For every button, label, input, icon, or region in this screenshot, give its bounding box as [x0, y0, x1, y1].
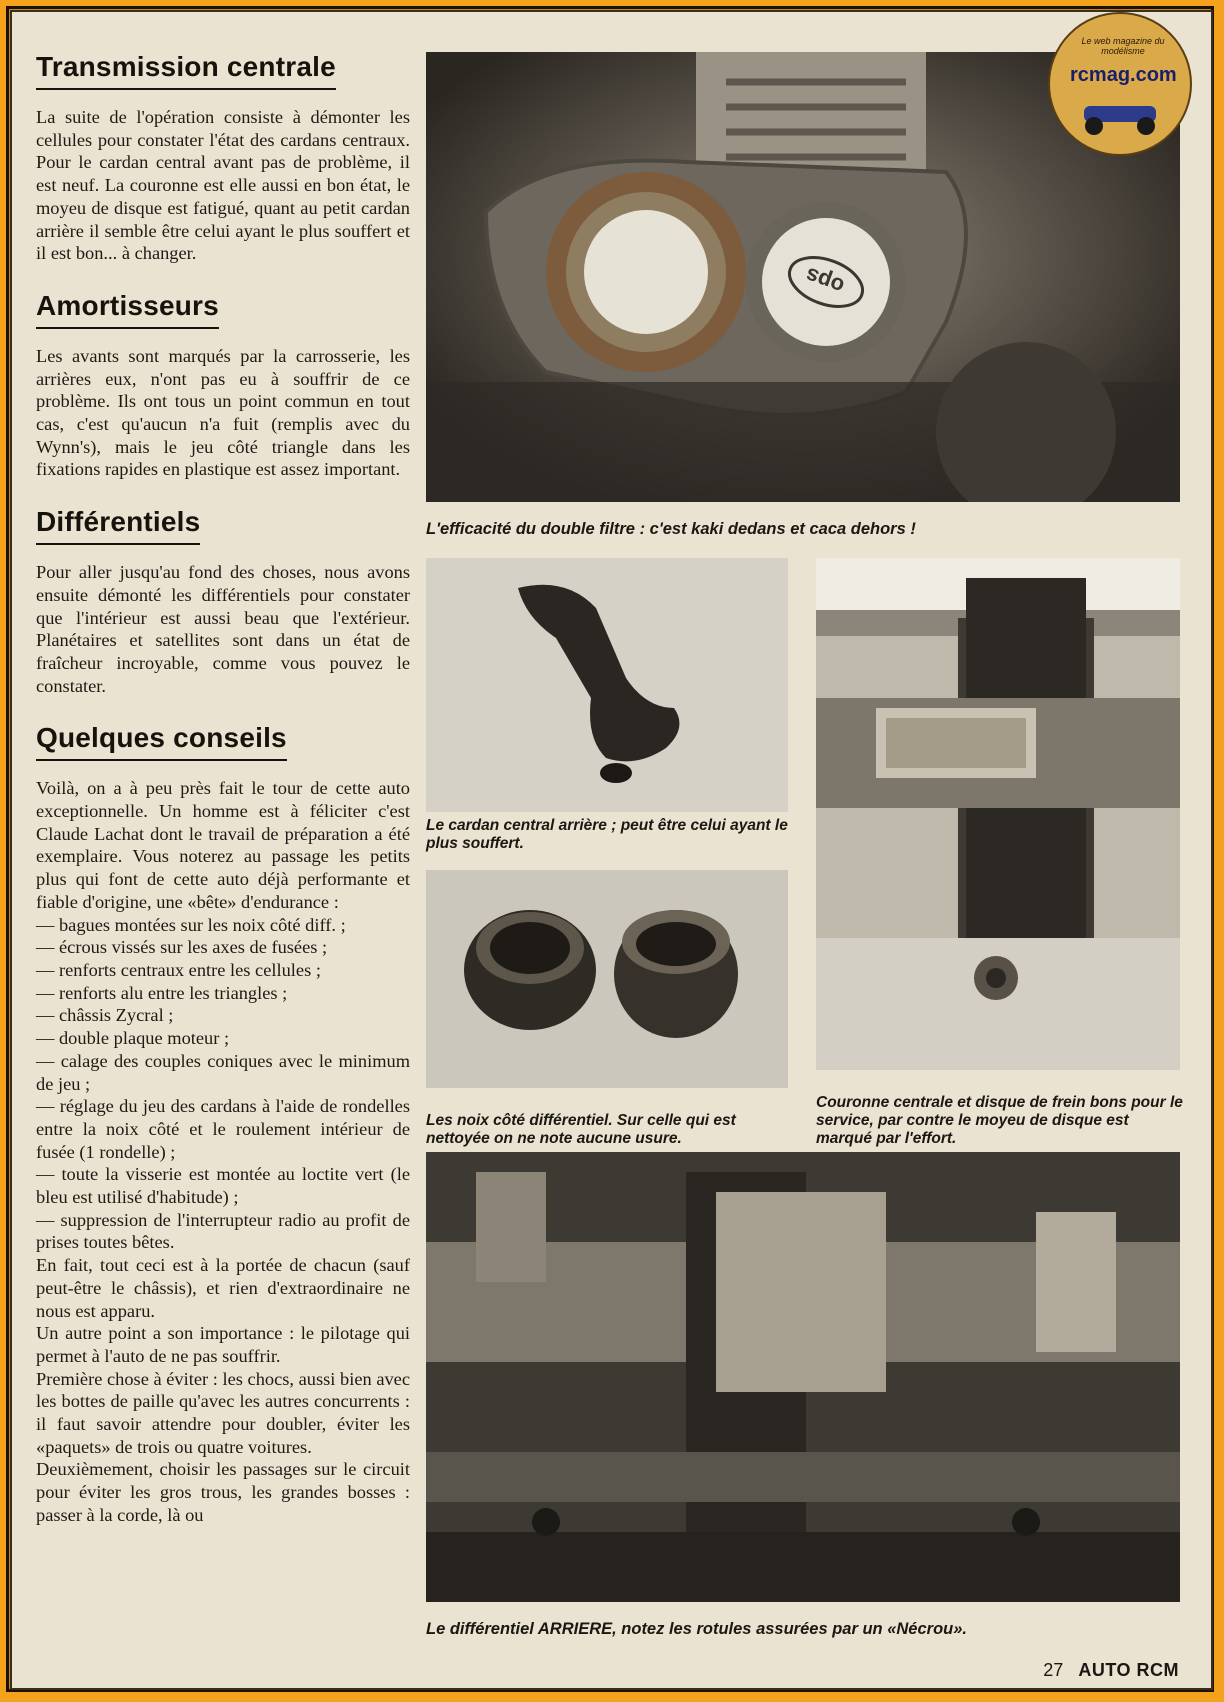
- magazine-page: [10, 10, 1213, 1690]
- paragraph: Deuxièmement, choisir les passages sur le circuit pour éviter les gros trous, les grandes bosses : passer à la corde, là ou: [36, 1459, 410, 1525]
- section-body: Pour aller jusqu'au fond des choses, nous avons ensuite démonté les différentiels pour constater que l'intérieur est aussi beau que l'extérieur. Planétaires et satellites sont dans un état de fraîcheur incroyable, comme vous pouvez le constater.: [36, 562, 410, 696]
- paragraph: En fait, tout ceci est à la portée de chacun (sauf peut-être le châssis), et rien d'extraordinaire ne nous est apparu.: [36, 1255, 410, 1321]
- section-body: Les avants sont marqués par la carrosserie, les arrières eux, n'ont pas eu à souffrir de ce problème. Ils ont tous un point commun en tout cas, c'est qu'aucun n'a fuit (remplis avec du Wynn's), mais le jeu côté triangle dans les fixations rapides en plastique est assez important.: [36, 345, 410, 480]
- list-item: — double plaque moteur ;: [36, 1028, 230, 1049]
- noix-illustration: [426, 870, 788, 1088]
- page-number: 27: [1043, 1660, 1064, 1680]
- section-heading: Quelques conseils: [36, 721, 287, 761]
- section-heading: Transmission centrale: [36, 50, 336, 90]
- conseils-intro: Voilà, on a à peu près fait le tour de cette auto exceptionnelle. Un homme est à féliciter c'est Claude Lachat dont le travail de préparation a été exemplaire. Vous noterez au passage les petits plus qui font de cette auto déjà performante et fiable d'origine, une «bête» d'endurance :: [36, 778, 410, 912]
- list-item: — renforts alu entre les triangles ;: [36, 982, 288, 1003]
- caption-double-filter: L'efficacité du double filtre : c'est kaki dedans et caca dehors !: [426, 520, 916, 538]
- rc-car-icon: [1074, 96, 1166, 136]
- section-amortisseurs: [36, 289, 410, 481]
- magazine-name: AUTO RCM: [1078, 1660, 1179, 1680]
- list-item: — renforts centraux entre les cellules ;: [36, 959, 321, 980]
- paragraph: Un autre point a son importance : le pilotage qui permet à l'auto de ne pas souffrir.: [36, 1323, 410, 1366]
- caption-noix: Les noix côté différentiel. Sur celle qui est nettoyée on ne note aucune usure.: [426, 1112, 736, 1147]
- differentiel-illustration: [426, 1152, 1180, 1602]
- section-differentiels: [36, 505, 410, 697]
- list-item: — châssis Zycral ;: [36, 1005, 174, 1026]
- rcmag-logo: [1048, 12, 1192, 156]
- logo-tagline: Le web magazine du modélisme: [1081, 36, 1165, 56]
- filter-label: ops: [802, 262, 848, 300]
- list-item: — calage des couples coniques avec le minimum de jeu ;: [36, 1050, 410, 1094]
- section-body: La suite de l'opération consiste à démonter les cellules pour constater l'état des cardans centraux. Pour le cardan central avant pas de problème, il est neuf. La couronne est elle aussi en bon état, le moyeu de disque est fatigué, quant au petit cardan arrière il semble être celui ayant le plus souffert et il est bon... à changer.: [36, 107, 410, 264]
- logo-site: rcmag.com: [1070, 64, 1177, 86]
- caption-cardan: Le cardan central arrière ; peut être celui ayant le plus souffert.: [426, 817, 788, 852]
- page-footer: [1043, 1660, 1179, 1681]
- cardan-illustration: [426, 558, 788, 812]
- section-conseils: [36, 721, 410, 1526]
- photo-noix: [426, 870, 788, 1088]
- paragraph: Première chose à éviter : les chocs, aussi bien avec les bottes de paille qu'avec les autres concurrents : il faut savoir attendre pour doubler, éviter les «paquets» de trois ou quatre voitures.: [36, 1368, 410, 1457]
- list-item: — bagues montées sur les noix côté diff. ;: [36, 914, 346, 935]
- photo-couronne: [816, 558, 1180, 1070]
- section-transmission: [36, 50, 410, 265]
- list-item: — suppression de l'interrupteur radio au profit de prises toutes bêtes.: [36, 1209, 410, 1253]
- caption-couronne: Couronne centrale et disque de frein bons pour le service, par contre le moyeu de disque est marqué par l'effort.: [816, 1094, 1183, 1147]
- article-text-column: [36, 50, 410, 1527]
- section-heading: Différentiels: [36, 505, 200, 545]
- list-item: — écrous vissés sur les axes de fusées ;: [36, 937, 328, 958]
- photo-differentiel-arriere: [426, 1152, 1180, 1602]
- list-item: — toute la visserie est montée au loctite vert (le bleu est utilisé d'habitude) ;: [36, 1164, 410, 1208]
- photo-cardan: [426, 558, 788, 812]
- caption-differentiel-arriere: Le différentiel ARRIERE, notez les rotules assurées par un «Nécrou».: [426, 1620, 967, 1638]
- section-heading: Amortisseurs: [36, 289, 219, 329]
- couronne-illustration: [816, 558, 1180, 1070]
- list-item: — réglage du jeu des cardans à l'aide de rondelles entre la noix côté et le roulement intérieur de fusée (1 rondelle) ;: [36, 1096, 410, 1162]
